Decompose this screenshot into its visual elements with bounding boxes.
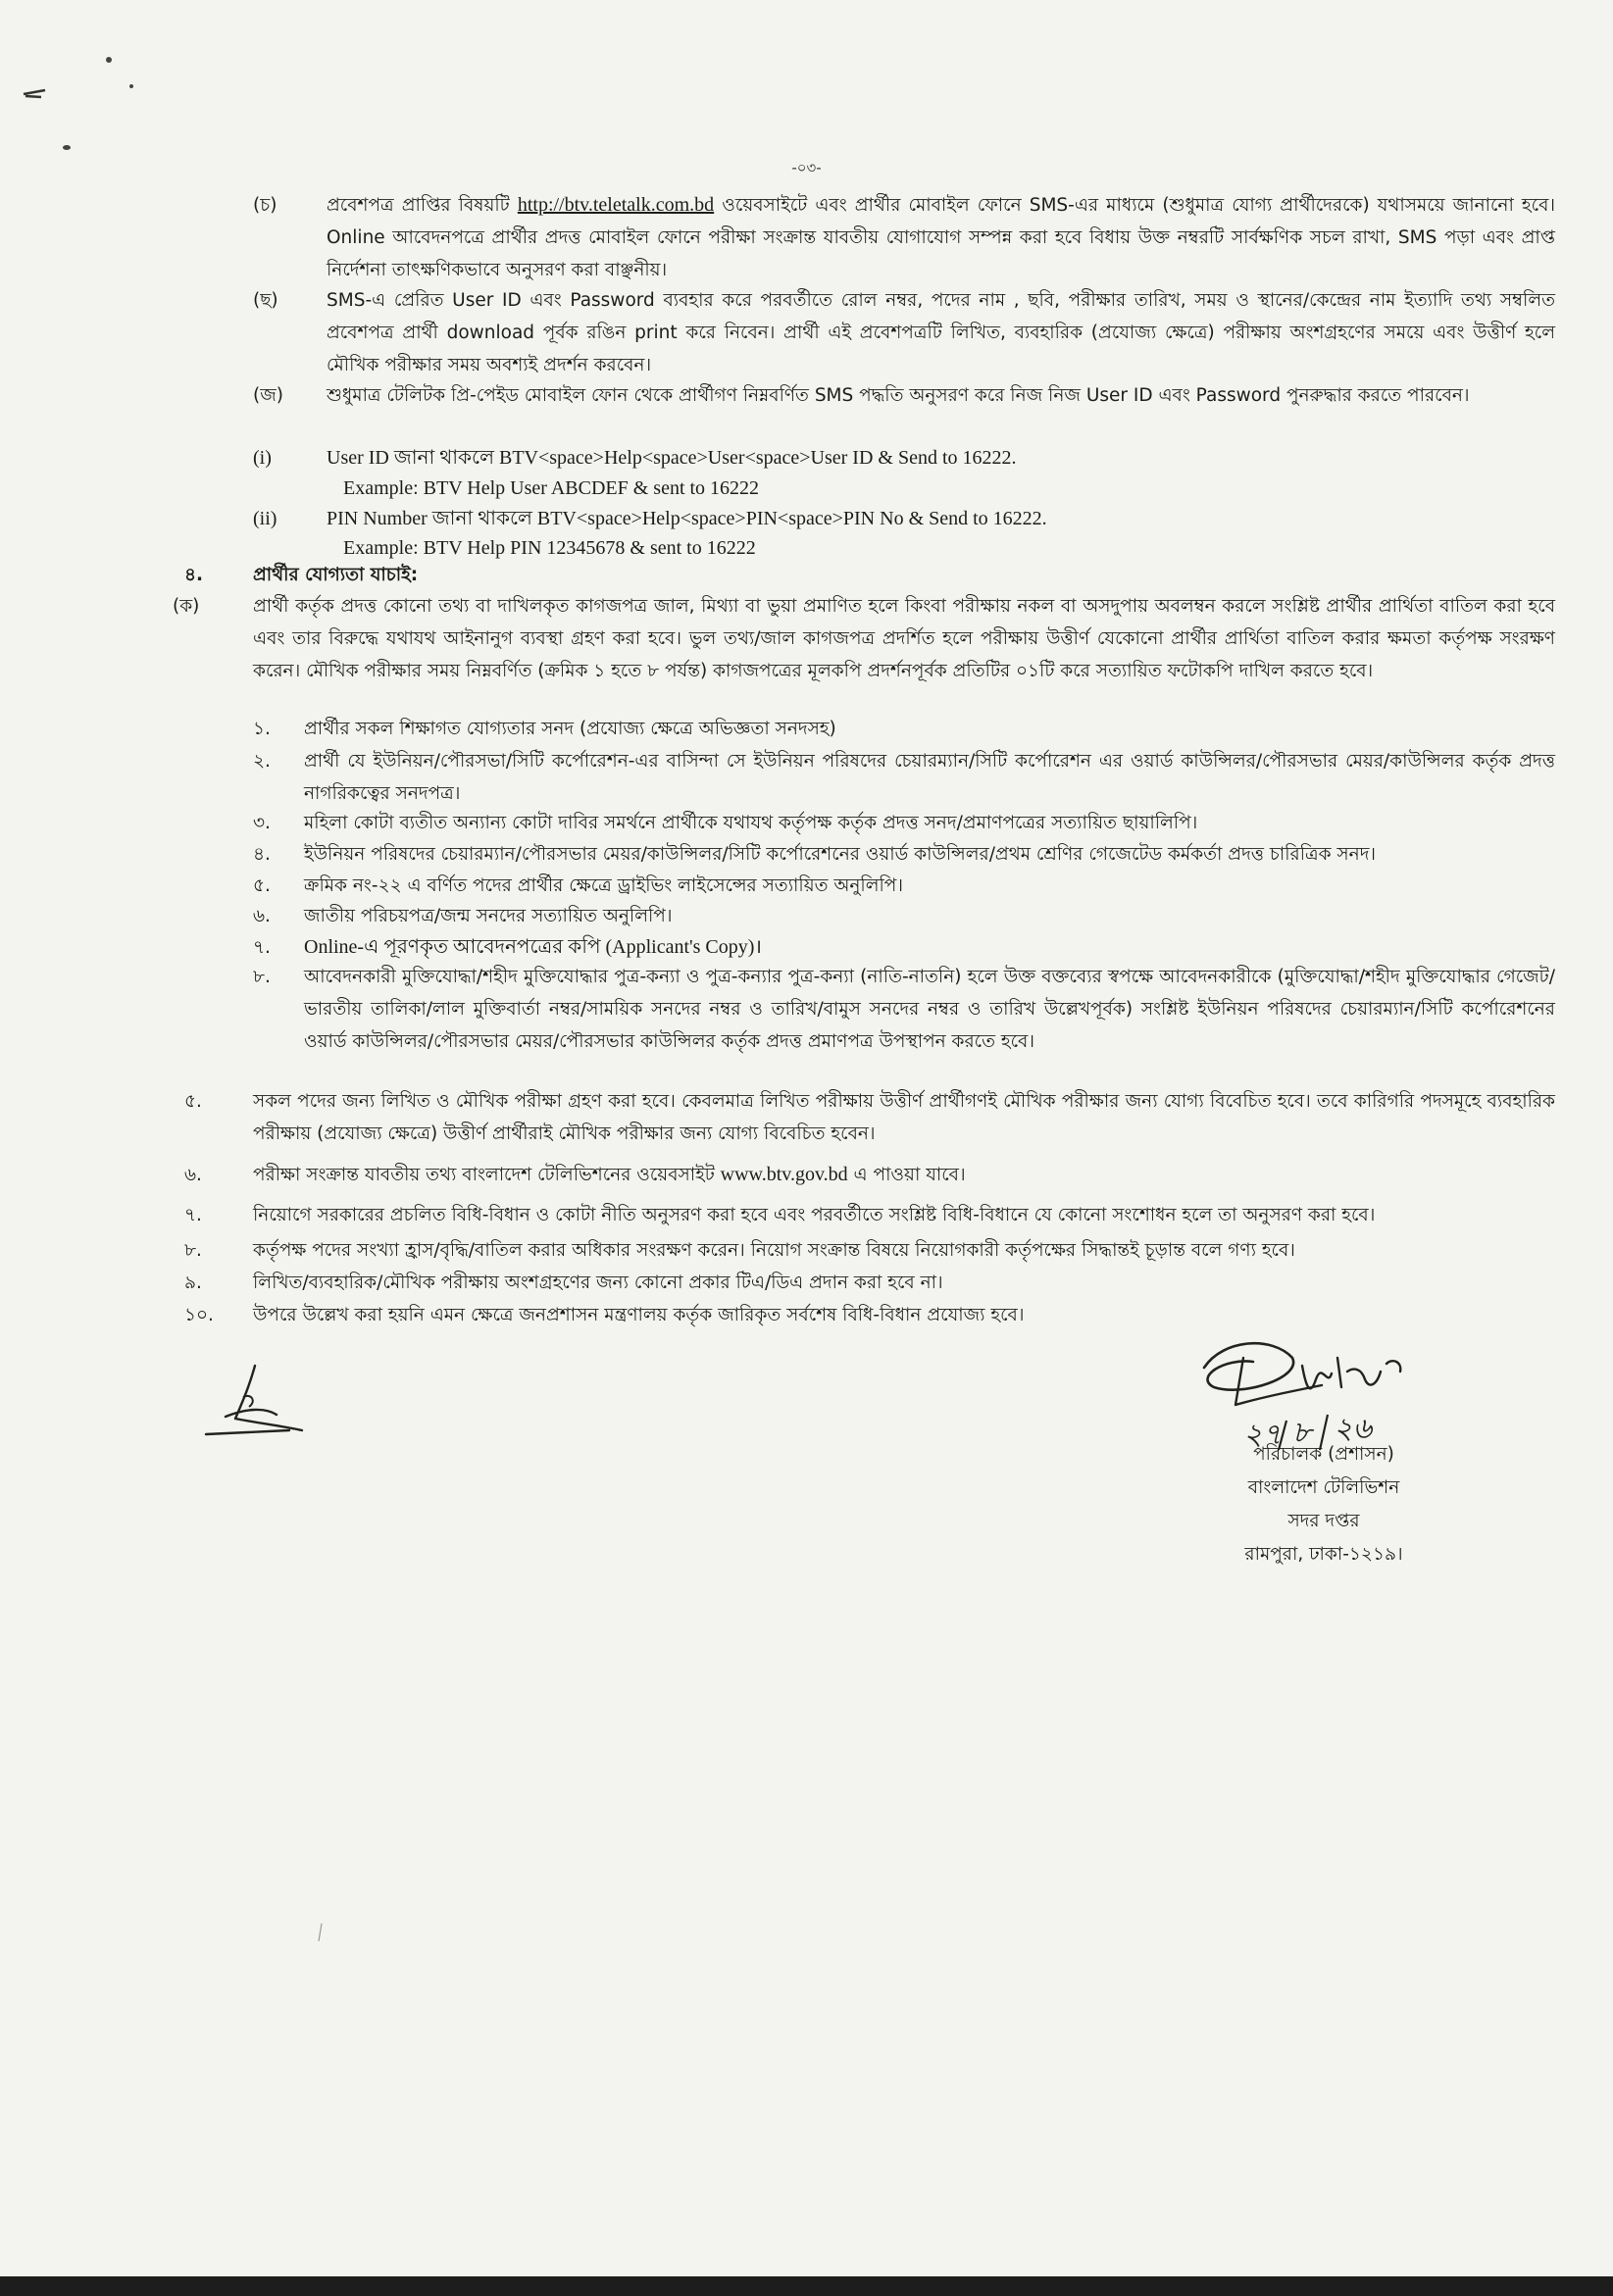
doc-item: ৬. জাতীয় পরিচয়পত্র/জন্ম সনদের সত্যায়িত অনুলিপি। [253, 906, 673, 926]
section-7: ৭. নিয়োগে সরকারের প্রচলিত বিধি-বিধান ও কোটা নীতি অনুসরণ করা হবে এবং পরবর্তীতে সংশ্লিষ্ট বিধি-বিধানে যে কোনো সংশোধন হলে তা অনুসরণ করা হবে। [184, 1205, 1376, 1225]
item-marker: (ক) [173, 596, 200, 617]
sms-format: PIN Number জানা থাকলে BTV<space>Help<space>PIN<space>PIN No & Send to 16222. [327, 508, 1047, 529]
item-text: SMS-এ প্রেরিত User ID এবং Password ব্যবহার করে পরবর্তীতে রোল নম্বর, পদের নাম , ছবি, পরীক্ষার তারিখ, সময় ও স্থানের/কেন্দ্রের নাম ইত্যাদি তথ্য সম্বলিত প্রবেশপত্র প্রার্থী download পূর্বক রঙিন print করে নিবেন। প্রার্থী এই প্রবেশপত্রটি লিখিত, ব্যবহারিক (প্রযোজ্য ক্ষেত্রে) পরীক্ষায় অংশগ্রহণের সময়ে এবং উত্তীর্ণ হলে মৌখিক পরীক্ষার সময় অবশ্যই প্রদর্শন করবেন। [327, 290, 1555, 375]
signatory-branch: সদর দপ্তর [1287, 1511, 1360, 1531]
item-text: প্রবেশপত্র প্রাপ্তির বিষয়টি http://btv.teletalk.com.bd ওয়েবসাইটে এবং প্রার্থীর মোবাইল ফোনে SMS-এর মাধ্যমে (শুধুমাত্র যোগ্য প্রার্থীদেরকে) যথাসময়ে জানানো হবে। Online আবেদনপত্রে প্রার্থীর প্রদত্ত মোবাইল ফোনে পরীক্ষা সংক্রান্ত যাবতীয় যোগাযোগ সম্পন্ন করা হবে বিধায় উক্ত নম্বরটি সার্বক্ষণিক সচল রাখা, SMS পড়া এবং প্রাপ্ত নির্দেশনা তাৎক্ষণিকভাবে অনুসরণ করা বাঞ্ছনীয়। [327, 194, 1555, 280]
doc-item: ৮. আবেদনকারী মুক্তিযোদ্ধা/শহীদ মুক্তিযোদ্ধার পুত্র-কন্যা ও পুত্র-কন্যার পুত্র-কন্যা (নাতি-নাতনি) হলে উক্ত বক্তব্যের স্বপক্ষে আবেদনকারীকে (মুক্তিযোদ্ধা/শহীদ মুক্তিযোদ্ধার গেজেট/ভারতীয় তালিকা/লাল মুক্তিবার্তা নম্বর/সাময়িক সনদের নম্বর ও তারিখ/বামুস সনদের নম্বর ও তারিখ উল্লেখপূর্বক) সংশ্লিষ্ট ইউনিয়ন পরিষদের চেয়ারম্যান/সিটি কর্পোরেশনের ওয়ার্ড কাউন্সিলর/পৌরসভার মেয়র/পৌরসভার কাউন্সিলর কর্তৃক প্রদত্ত প্রমাণপত্র উপস্থাপন করতে হবে। [253, 967, 1555, 1052]
svg-text:২৭: ২৭ [1243, 1418, 1283, 1452]
section-10: ১০. উপরে উল্লেখ করা হয়নি এমন ক্ষেত্রে জনপ্রশাসন মন্ত্রণালয় কর্তৃক জারিকৃত সর্বশেষ বিধি-বিধান প্রযোজ্য হবে। [184, 1305, 1025, 1325]
section-4-heading [184, 559, 1361, 591]
signatory-address: রামপুরা, ঢাকা-১২১৯। [1244, 1544, 1403, 1565]
item-text: প্রার্থী কর্তৃক প্রদত্ত কোনো তথ্য বা দাখিলকৃত কাগজপত্র জাল, মিথ্যা বা ভুয়া প্রমাণিত হলে কিংবা পরীক্ষায় নকল বা অসদুপায় অবলম্বন করলে সংশ্লিষ্ট প্রার্থীর প্রার্থিতা বাতিল করা হবে এবং তার বিরুদ্ধে যথাযথ আইনানুগ ব্যবস্থা গ্রহণ করা হবে। ভুল তথ্য/জাল কাগজপত্র প্রদর্শিত হলে পরীক্ষায় উত্তীর্ণ যেকোনো প্রার্থীর প্রার্থিতা বাতিল করার ক্ষমতা কর্তৃপক্ষ সংরক্ষণ করেন। মৌখিক পরীক্ষার সময় নিম্নবর্ণিত (ক্রমিক ১ হতে ৮ পর্যন্ত) কাগজপত্রের মূলকপি প্রদর্শনপূর্বক প্রতিটির ০১টি করে সত্যায়িত ফটোকপি দাখিল করতে হবে। [253, 596, 1555, 681]
scan-smudge [63, 145, 71, 150]
section-8: ৮. কর্তৃপক্ষ পদের সংখ্যা হ্রাস/বৃদ্ধি/বাতিল করার অধিকার সংরক্ষণ করেন। নিয়োগ সংক্রান্ত বিষয়ে নিয়োগকারী কর্তৃপক্ষের সিদ্ধান্তই চূড়ান্ত বলে গণ্য হবে। [184, 1240, 1295, 1261]
scan-smudge [106, 57, 112, 63]
section-4-ka [173, 590, 1555, 687]
scan-edge-bar [0, 2276, 1613, 2296]
item-marker: (জ) [253, 385, 283, 406]
signatory-designation: পরিচালক (প্রশাসন) [1253, 1444, 1394, 1465]
sms-item-i [253, 442, 1555, 474]
sms-example: Example: BTV Help PIN 12345678 & sent to 16222 [343, 537, 756, 559]
svg-text:৮: ৮ [1292, 1416, 1312, 1450]
item-cha [253, 189, 1555, 286]
item-marker: (চ) [253, 195, 277, 216]
item-ja [253, 379, 1555, 412]
doc-item: ৭. Online-এ পূরণকৃত আবেদনপত্রের কপি (Applicant's Copy)। [253, 936, 763, 958]
item-marker: (ছ) [253, 290, 278, 311]
sms-example: Example: BTV Help User ABCDEF & sent to 16222 [343, 477, 760, 499]
page-number: -০৩- [791, 159, 822, 176]
teletalk-link[interactable]: http://btv.teletalk.com.bd [517, 194, 715, 216]
btv-website-link[interactable]: www.btv.gov.bd [720, 1164, 848, 1185]
stray-mark [316, 1922, 326, 1945]
section-9: ৯. লিখিত/ব্যবহারিক/মৌখিক পরীক্ষায় অংশগ্রহণের জন্য কোনো প্রকার টিএ/ডিএ প্রদান করা হবে না। [184, 1273, 943, 1293]
scan-smudge [129, 84, 133, 88]
sms-item-ii [253, 503, 1555, 535]
section-6: ৬. পরীক্ষা সংক্রান্ত যাবতীয় তথ্য বাংলাদেশ টেলিভিশনের ওয়েবসাইট www.btv.gov.bd এ পাওয়া যাবে। [184, 1164, 966, 1185]
doc-item: ২. প্রার্থী যে ইউনিয়ন/পৌরসভা/সিটি কর্পোরেশন-এর বাসিন্দা সে ইউনিয়ন পরিষদের চেয়ারম্যান/সিটি কর্পোরেশন এর ওয়ার্ড কাউন্সিলর/পৌরসভার মেয়র/কাউন্সিলর কর্তৃক প্রদত্ত নাগরিকত্বের সনদপত্র। [253, 751, 1555, 804]
officer-signature [1185, 1328, 1439, 1456]
item-text: শুধুমাত্র টেলিটক প্রি-পেইড মোবাইল ফোন থেকে প্রার্থীগণ নিম্নবর্ণিত SMS পদ্ধতি অনুসরণ করে নিজ নিজ User ID এবং Password পুনরুদ্ধার করতে পারবেন। [327, 385, 1470, 406]
doc-item: ১. প্রার্থীর সকল শিক্ষাগত যোগ্যতার সনদ (প্রযোজ্য ক্ষেত্রে অভিজ্ঞতা সনদসহ) [253, 719, 836, 739]
signatory-office: বাংলাদেশ টেলিভিশন [1247, 1477, 1400, 1498]
doc-item: ৪. ইউনিয়ন পরিষদের চেয়ারম্যান/পৌরসভার মেয়র/কাউন্সিলর/সিটি কর্পোরেশনের ওয়ার্ড কাউন্সিলর/প্রথম শ্রেণির গেজেটেড কর্মকর্তা প্রদত্ত চারিত্রিক সনদ। [253, 844, 1377, 865]
item-marker: (ii) [253, 508, 277, 529]
svg-text:২৬: ২৬ [1334, 1412, 1373, 1446]
section-title: প্রার্থীর যোগ্যতা যাচাই: [253, 565, 419, 585]
doc-item: ৩. মহিলা কোটা ব্যতীত অন্যান্য কোটা দাবির সমর্থনে প্রার্থীকে যথাযথ কর্তৃপক্ষ কর্তৃক প্রদত্ত সনদ/প্রমাণপত্রের সত্যায়িত ছায়ালিপি। [253, 813, 1198, 833]
section-marker: ৪. [184, 565, 204, 585]
item-marker: (i) [253, 447, 272, 469]
doc-item: ৫. ক্রমিক নং-২২ এ বর্ণিত পদের প্রার্থীর ক্ষেত্রে ড্রাইভিং লাইসেন্সের সত্যায়িত অনুলিপি। [253, 875, 903, 896]
initial-signature [186, 1358, 314, 1436]
sms-format: User ID জানা থাকলে BTV<space>Help<space>User<space>User ID & Send to 16222. [327, 447, 1017, 469]
item-chha [253, 284, 1555, 381]
section-5: ৫. সকল পদের জন্য লিখিত ও মৌখিক পরীক্ষা গ্রহণ করা হবে। কেবলমাত্র লিখিত পরীক্ষায় উত্তীর্ণ প্রার্থীগণই মৌখিক পরীক্ষার জন্য যোগ্য বিবেচিত হবে। তবে কারিগরি পদসমূহে ব্যবহারিক পরীক্ষায় (প্রযোজ্য ক্ষেত্রে) উত্তীর্ণ প্রার্থীরাই মৌখিক পরীক্ষার জন্য যোগ্য বিবেচিত হবেন। [184, 1091, 1555, 1144]
signature-block [1177, 1438, 1471, 1572]
scan-mark [22, 86, 51, 100]
